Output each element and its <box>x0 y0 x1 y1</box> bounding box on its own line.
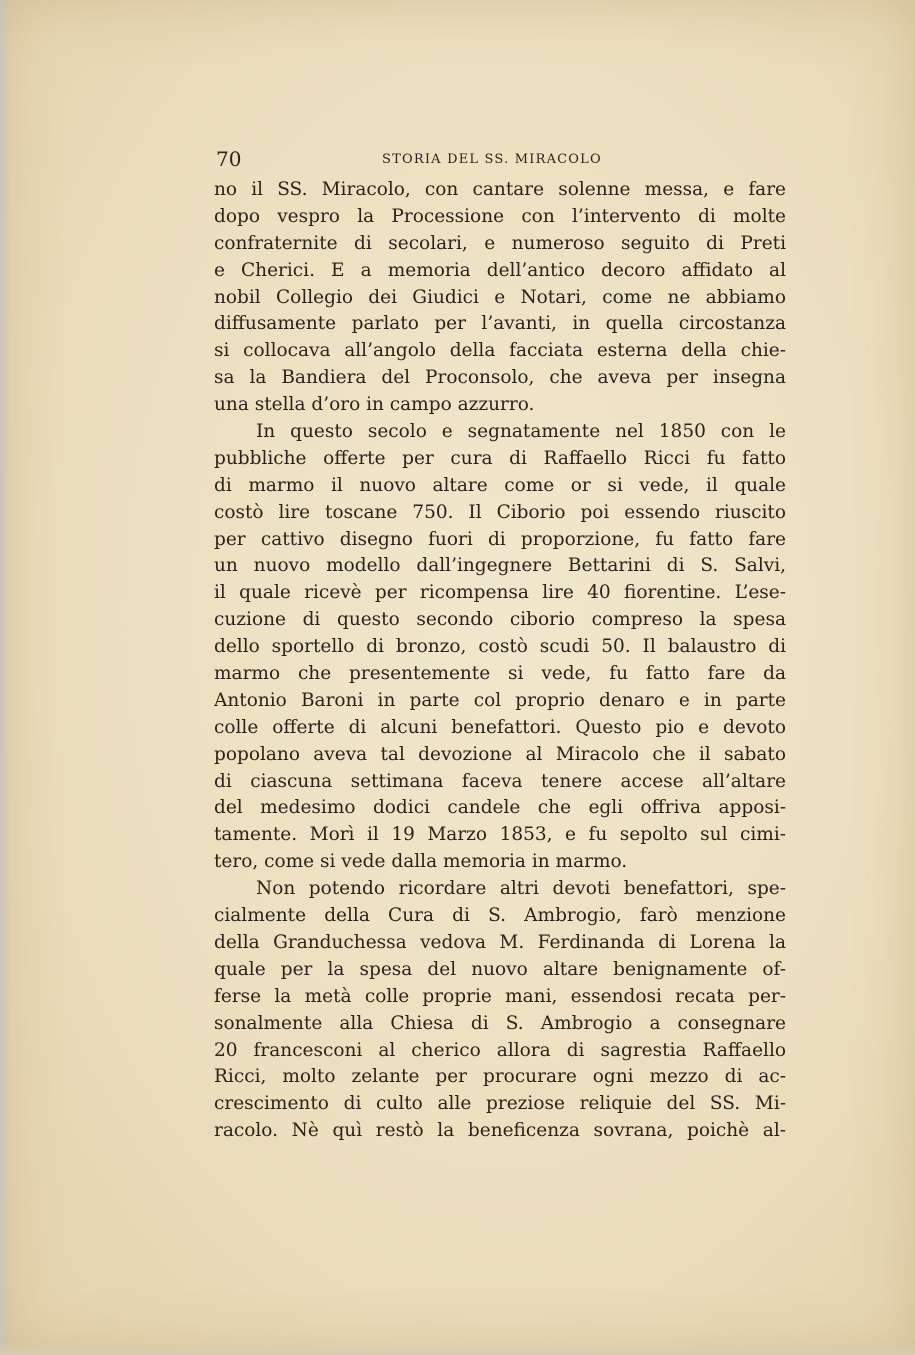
scan-bottom-edge <box>0 1343 915 1355</box>
text-line: colle offerte di alcuni benefattori. Questo pio e devoto <box>214 716 786 738</box>
text-line: di marmo il nuovo altare come or si vede, il quale <box>214 474 786 496</box>
text-line: una stella d’oro in campo azzurro. <box>214 394 535 416</box>
text-line: 20 francesconi al cherico allora di sagrestia Raffaello <box>214 1039 786 1061</box>
text-line: sa la Bandiera del Proconsolo, che aveva per insegna <box>214 367 786 389</box>
text-line: popolano aveva tal devozione al Miracolo che il sabato <box>214 743 786 765</box>
page-number: 70 <box>216 147 242 171</box>
text-line: cialmente della Cura di S. Ambrogio, farò menzione <box>214 905 786 927</box>
text-line: costò lire toscane 750. Il Ciborio poi essendo riuscito <box>214 501 786 523</box>
page-header <box>216 146 786 172</box>
text-line: si collocava all’angolo della facciata esterna della chie- <box>214 340 786 362</box>
text-line: della Granduchessa vedova M. Ferdinanda di Lorena la <box>214 931 786 953</box>
text-line: quale per la spesa del nuovo altare benignamente of- <box>214 958 786 980</box>
text-line: cuzione di questo secondo ciborio compreso la spesa <box>214 609 786 631</box>
running-title: STORIA DEL SS. MIRACOLO <box>382 152 602 167</box>
text-line: marmo che presentemente si vede, fu fatto fare da <box>214 663 786 685</box>
text-line: diffusamente parlato per l’avanti, in quella circostanza <box>214 313 786 335</box>
text-line: per cattivo disegno fuori di proporzione, fu fatto fare <box>214 528 786 550</box>
text-line: no il SS. Miracolo, con cantare solenne messa, e fare <box>214 179 786 200</box>
text-line: Ricci, molto zelante per procurare ogni mezzo di ac- <box>214 1066 786 1088</box>
text-line: ferse la metà colle proprie mani, essendosi recata per- <box>214 985 786 1007</box>
text-line: tero, come si vede dalla memoria in marmo. <box>214 851 628 873</box>
scan-edge-shadow <box>0 0 10 1355</box>
paragraph-start-line: In questo secolo e segnatamente nel 1850 con le <box>256 421 786 443</box>
text-line: il quale ricevè per ricompensa lire 40 fiorentine. L’ese- <box>214 582 786 604</box>
text-line: e Cherici. E a memoria dell’antico decoro affidato al <box>214 259 786 281</box>
paragraph-start-line: Non potendo ricordare altri devoti benefattori, spe- <box>256 878 786 900</box>
text-line: racolo. Nè quì restò la beneficenza sovrana, poichè al- <box>214 1120 786 1142</box>
text-line: sonalmente alla Chiesa di S. Ambrogio a consegnare <box>214 1012 786 1034</box>
text-line: tamente. Morì il 19 Marzo 1853, e fu sepolto sul cimi- <box>214 824 786 846</box>
text-line: Antonio Baroni in parte col proprio denaro e in parte <box>214 689 786 711</box>
text-line: confraternite di secolari, e numeroso seguito di Preti <box>214 232 786 254</box>
text-line: crescimento di culto alle preziose reliquie del SS. Mi- <box>214 1093 786 1115</box>
text-line: di ciascuna settimana faceva tenere accese all’altare <box>214 770 786 792</box>
text-line: dopo vespro la Processione con l’intervento di molte <box>214 205 786 227</box>
body-text <box>214 177 786 1145</box>
text-line: dello sportello di bronzo, costò scudi 50. Il balaustro di <box>214 636 786 658</box>
text-line: un nuovo modello dall’ingegnere Bettarini di S. Salvi, <box>214 555 786 577</box>
text-line: del medesimo dodici candele che egli offriva apposi- <box>214 797 786 819</box>
text-line: nobil Collegio dei Giudici e Notari, come ne abbiamo <box>214 286 786 308</box>
text-line: pubbliche offerte per cura di Raffaello Ricci fu fatto <box>214 447 786 469</box>
